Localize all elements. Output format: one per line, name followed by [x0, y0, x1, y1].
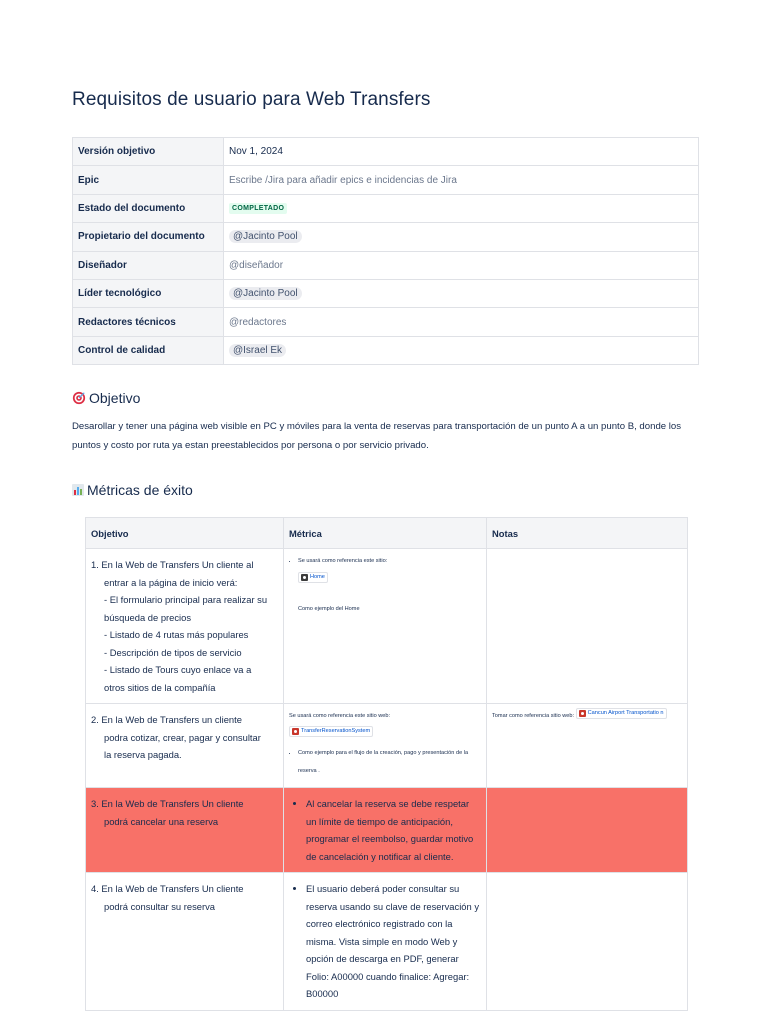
document-properties-table [72, 137, 699, 365]
notes-cell[interactable] [487, 788, 688, 873]
objective-cell: 4. En la Web de Transfers Un cliente podrá consultar su reserva [86, 873, 284, 1011]
metric-cell: • El usuario deberá poder consultar su reserva usando su clave de reservación y correo electrónico registrado con la misma. Vista simple en modo Web y opción de descarga en PDF, generar Folio: A00000 cuando finalice: Agregar: B00000 [284, 873, 487, 1011]
property-row [73, 336, 699, 364]
page-title: Requisitos de usuario para Web Transfers [72, 89, 431, 110]
cancun-airport-link[interactable]: Cancun Airport Transportatio n [576, 708, 667, 719]
column-header-notes: Notas [487, 518, 688, 549]
notes-cell[interactable] [487, 549, 688, 704]
column-header-objective: Objetivo [86, 518, 284, 549]
property-row [73, 166, 699, 194]
property-key: Versión objetivo [73, 138, 224, 166]
property-row [73, 279, 699, 307]
target-icon [72, 391, 86, 405]
property-key: Propietario del documento [73, 223, 224, 251]
table-row [86, 704, 688, 788]
property-row [73, 308, 699, 336]
favicon-icon [292, 728, 299, 735]
table-header-row [86, 518, 688, 549]
property-row [73, 138, 699, 166]
user-mention[interactable]: @Jacinto Pool [229, 230, 302, 243]
transfer-reservation-system-link[interactable]: TransferReservationSystem [289, 726, 373, 737]
property-row [73, 194, 699, 222]
objective-cell: 2. En la Web de Transfers un cliente podra cotizar, crear, pagar y consultar la reserva pagada. [86, 704, 284, 788]
metrics-heading-text: Métricas de éxito [87, 482, 193, 498]
metric-cell: Se usará como referencia este sitio web: TransferReservationSystem • Como ejemplo para el flujo de la creación, pago y presentación de la reserva . [284, 704, 487, 788]
metrics-heading [72, 482, 193, 498]
property-row [73, 251, 699, 279]
table-row [86, 873, 688, 1011]
table-row-highlighted [86, 788, 688, 873]
property-key: Epic [73, 166, 224, 194]
epic-placeholder[interactable]: Escribe /Jira para añadir epics e incidencias de Jira [224, 166, 699, 194]
tech-writers-placeholder[interactable]: @redactores [224, 308, 699, 336]
designer-placeholder[interactable]: @diseñador [224, 251, 699, 279]
notes-cell[interactable] [487, 873, 688, 1011]
table-row [86, 549, 688, 704]
favicon-icon [579, 710, 586, 717]
objective-heading-text: Objetivo [89, 390, 141, 406]
objective-cell: 1. En la Web de Transfers Un cliente al entrar a la página de inicio verá: - El formulario principal para realizar su búsqueda de precios - Listado de 4 rutas más populares - Descripción de tipos de servicio - Listado de Tours cuyo enlace va a otros sitios de la compañía [86, 549, 284, 704]
user-mention[interactable]: @Jacinto Pool [229, 287, 302, 300]
property-key: Líder tecnológico [73, 279, 224, 307]
objective-cell: 3. En la Web de Transfers Un cliente podrá cancelar una reserva [86, 788, 284, 873]
property-key: Estado del documento [73, 194, 224, 222]
target-version-value[interactable] [224, 138, 699, 166]
metric-cell: • Al cancelar la reserva se debe respetar un límite de tiempo de anticipación, programar el reembolso, guardar motivo de cancelación y notificar al cliente. [284, 788, 487, 873]
objective-text: Desarollar y tener una página web visible en PC y móviles para la venta de reservas para transportación de un punto A a un punto B, donde los puntos y costo por ruta ya estan preestablecidos por persona o por servicio privado. [72, 421, 682, 451]
success-metrics-table [85, 517, 688, 1011]
status-badge[interactable]: COMPLETADO [229, 203, 287, 214]
objective-heading [72, 390, 140, 406]
column-header-metric: Métrica [284, 518, 487, 549]
date-chip[interactable]: Nov 1, 2024 [229, 146, 283, 158]
metric-cell: • Se usará como referencia este sitio: Home Como ejemplo del Home [284, 549, 487, 704]
property-key: Redactores técnicos [73, 308, 224, 336]
property-key: Diseñador [73, 251, 224, 279]
property-key: Control de calidad [73, 336, 224, 364]
favicon-icon [301, 574, 308, 581]
user-mention[interactable]: @Israel Ek [229, 344, 286, 357]
notes-cell: Tomar como referencia sitio web: Cancun Airport Transportatio n [487, 704, 688, 788]
property-row [73, 223, 699, 251]
home-link[interactable]: Home [298, 572, 328, 583]
bar-chart-icon [72, 484, 84, 496]
